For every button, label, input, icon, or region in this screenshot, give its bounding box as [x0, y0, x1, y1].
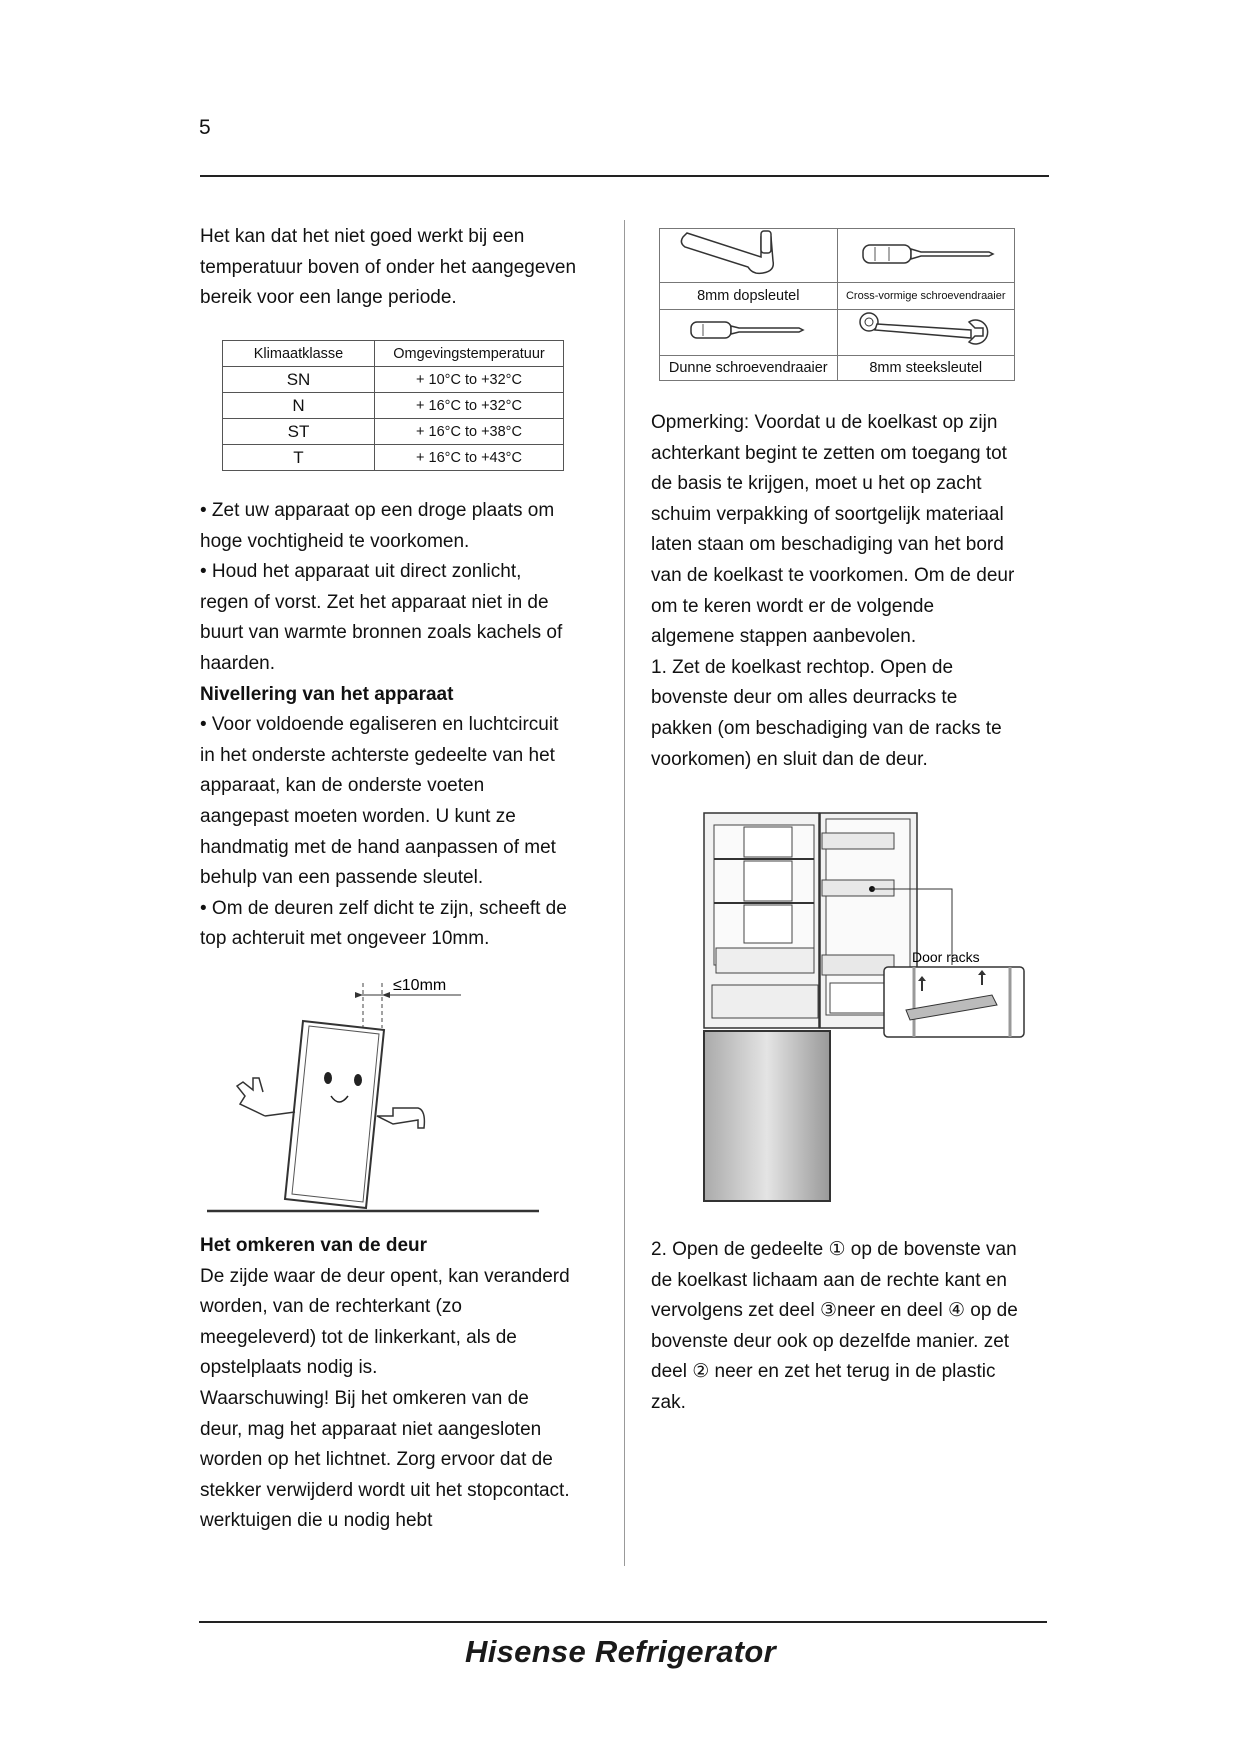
- text-line: vervolgens zet deel ③neer en deel ④ op de: [651, 1300, 1018, 1322]
- text-line: top achteruit met ongeveer 10mm.: [200, 928, 490, 950]
- cross-screwdriver-icon: [851, 233, 1001, 273]
- footer-rule: [199, 1621, 1047, 1623]
- table-cell: + 16°C to +43°C: [375, 445, 564, 471]
- text-line: Het kan dat het niet goed werkt bij een: [200, 226, 525, 247]
- table-cell: + 16°C to +32°C: [375, 393, 564, 419]
- table-row: [223, 445, 564, 471]
- tool-image-cell: [837, 229, 1015, 283]
- thin-screwdriver-icon: [673, 312, 823, 348]
- header-rule: [200, 175, 1049, 177]
- text-line: temperatuur boven of onder het aangegeven: [200, 256, 577, 278]
- text-line: in het onderste achterste gedeelte van het: [200, 744, 555, 766]
- tool-image-cell: [837, 310, 1015, 356]
- text-line: • Zet uw apparaat op een droge plaats om: [200, 500, 555, 521]
- text-line: meegeleverd) tot de linkerkant, als de: [200, 1326, 517, 1348]
- table-cell: ST: [223, 419, 375, 445]
- tool-label: 8mm dopsleutel: [660, 283, 838, 310]
- table-cell: + 10°C to +32°C: [375, 367, 564, 393]
- tool-label: Cross-vormige schroevendraaier: [837, 283, 1015, 310]
- text-line: zak.: [651, 1391, 686, 1413]
- table-cell: SN: [223, 367, 375, 393]
- table-cell: + 16°C to +38°C: [375, 419, 564, 445]
- text-line: achterkant begint te zetten om toegang tot: [651, 442, 1007, 464]
- table-cell: N: [223, 393, 375, 419]
- socket-wrench-icon: [673, 229, 823, 277]
- text-line: bovenste deur ook op dezelfde manier. zet: [651, 1330, 1010, 1352]
- text-line: deur, mag het apparaat niet aangesloten: [200, 1418, 542, 1440]
- text-line: • Om de deuren zelf dicht te zijn, scheeft de: [200, 897, 567, 919]
- text-line: laten staan om beschadiging van het bord: [651, 534, 1004, 556]
- text-line: bereik voor een lange periode.: [200, 287, 457, 309]
- text-line: worden op het lichtnet. Zorg ervoor dat de: [200, 1449, 553, 1471]
- tools-table: [659, 228, 1015, 381]
- door-reversal-text: [200, 1231, 570, 1537]
- text-line: regen of vorst. Zet het apparaat niet in de: [200, 591, 549, 613]
- text-line: hoge vochtigheid te voorkomen.: [200, 530, 470, 552]
- text-line: pakken (om beschadiging van de racks te: [651, 717, 1002, 739]
- column-divider: [624, 220, 625, 1566]
- text-line: 1. Zet de koelkast rechtop. Open de: [651, 656, 954, 678]
- text-line: opstelplaats nodig is.: [200, 1357, 378, 1379]
- text-line: de koelkast lichaam aan de rechte kant en: [651, 1269, 1007, 1291]
- page-number: 5: [199, 116, 211, 139]
- text-line: van de koelkast te voorkomen. Om de deur: [651, 564, 1015, 586]
- table-row: [223, 367, 564, 393]
- section-heading: Nivellering van het apparaat: [200, 683, 454, 705]
- tool-image-cell: [660, 310, 838, 356]
- text-line: behulp van een passende sleutel.: [200, 867, 484, 889]
- climate-class-table: [222, 340, 564, 471]
- text-line: voorkomen) en sluit dan de deur.: [651, 748, 928, 770]
- text-line: aangepast moeten worden. U kunt ze: [200, 805, 516, 827]
- step-2-text: [651, 1235, 1018, 1419]
- text-line: • Houd het apparaat uit direct zonlicht,: [200, 561, 522, 583]
- text-line: deel ② neer en zet het terug in de plastic: [651, 1361, 996, 1383]
- tilt-measure-label: ≤10mm: [393, 977, 447, 994]
- text-line: De zijde waar de deur opent, kan veranderd: [200, 1265, 570, 1287]
- table-cell: T: [223, 445, 375, 471]
- text-line: schuim verpakking of soortgelijk materiaal: [651, 503, 1004, 525]
- text-line: apparaat, kan de onderste voeten: [200, 775, 485, 797]
- intro-paragraph: [200, 222, 576, 314]
- section-heading: Het omkeren van de deur: [200, 1235, 428, 1256]
- text-line: Waarschuwing! Bij het omkeren van de: [200, 1387, 529, 1409]
- door-racks-label: Door racks: [912, 949, 980, 965]
- text-line: bovenste deur om alles deurracks te: [651, 687, 958, 709]
- table-row: [223, 393, 564, 419]
- text-line: algemene stappen aanbevolen.: [651, 626, 917, 648]
- text-line: haarden.: [200, 652, 276, 674]
- table-header-row: [223, 341, 564, 367]
- combination-wrench-icon: [851, 310, 1001, 350]
- table-header: Omgevingstemperatuur: [375, 341, 564, 367]
- text-line: de basis te krijgen, moet u het op zacht: [651, 473, 982, 495]
- tilted-fridge-illustration: [203, 968, 548, 1220]
- text-line: worden, van de rechterkant (zo: [200, 1296, 462, 1318]
- open-fridge-illustration: [692, 805, 1027, 1210]
- table-header: Klimaatklasse: [223, 341, 375, 367]
- text-line: Opmerking: Voordat u de koelkast op zijn: [651, 412, 998, 433]
- text-line: werktuigen die u nodig hebt: [200, 1510, 433, 1532]
- text-line: buurt van warmte bronnen zoals kachels of: [200, 622, 563, 644]
- text-line: • Voor voldoende egaliseren en luchtcircuit: [200, 714, 559, 736]
- tool-label: 8mm steeksleutel: [837, 356, 1015, 381]
- tool-image-cell: [660, 229, 838, 283]
- placement-leveling-text: [200, 496, 567, 955]
- text-line: handmatig met de hand aanpassen of met: [200, 836, 556, 858]
- brand-footer: Hisense Refrigerator: [465, 1634, 776, 1669]
- text-line: 2. Open de gedeelte ① op de bovenste van: [651, 1239, 1017, 1260]
- tool-label: Dunne schroevendraaier: [660, 356, 838, 381]
- reversal-note-text: [651, 408, 1014, 775]
- text-line: stekker verwijderd wordt uit het stopcontact.: [200, 1479, 570, 1501]
- text-line: om te keren wordt er de volgende: [651, 595, 935, 617]
- table-row: [223, 419, 564, 445]
